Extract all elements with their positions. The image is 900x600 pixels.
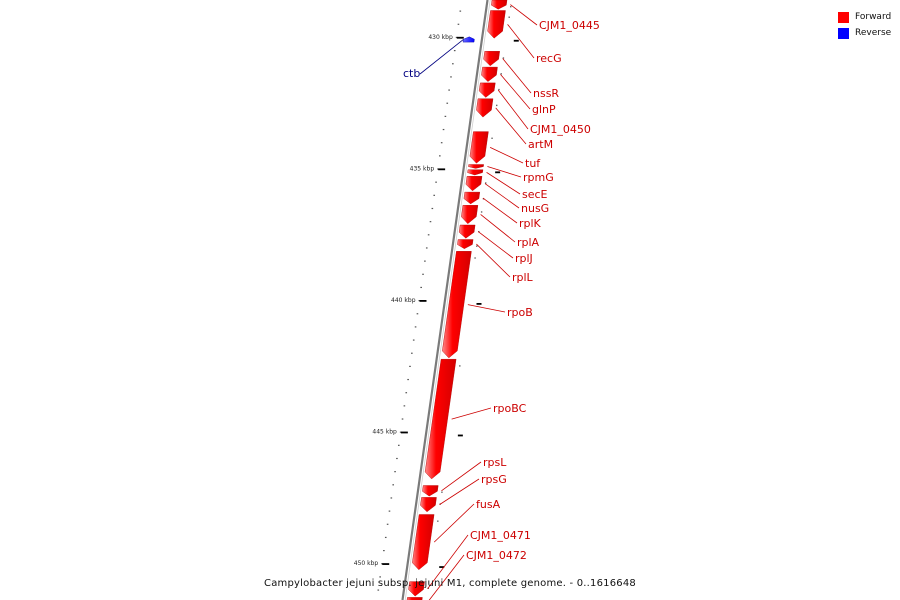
major-tick bbox=[438, 168, 445, 170]
gene-rplK[interactable] bbox=[464, 192, 480, 204]
minor-tick bbox=[385, 537, 387, 538]
gene-labels bbox=[403, 5, 600, 600]
forward-swatch bbox=[838, 12, 849, 23]
tick-label: 430 kbp bbox=[428, 33, 453, 41]
gene-label-recG[interactable]: recG bbox=[536, 52, 562, 65]
gene-label-rpoBC[interactable]: rpoBC bbox=[493, 402, 527, 415]
minor-tick bbox=[394, 471, 396, 472]
gene-recG[interactable] bbox=[488, 11, 506, 39]
gene-nusG[interactable] bbox=[466, 176, 482, 191]
major-tick bbox=[420, 300, 427, 302]
minor-tick bbox=[460, 11, 462, 12]
gene-ctb[interactable] bbox=[463, 37, 474, 42]
minor-tick bbox=[458, 24, 460, 25]
gene-label-CJM1_0472[interactable]: CJM1_0472 bbox=[466, 549, 527, 562]
gene-label-leader bbox=[500, 74, 530, 109]
genome-caption: Campylobacter jejuni subsp. jejuni M1, complete genome. - 0..1616648 bbox=[264, 578, 636, 589]
gene-label-leader bbox=[487, 172, 520, 194]
major-tick bbox=[457, 37, 464, 39]
gene-tuf[interactable] bbox=[470, 132, 489, 164]
gene-label-glnP[interactable]: glnP bbox=[532, 103, 556, 116]
minor-tick bbox=[405, 392, 407, 393]
tick-label: 445 kbp bbox=[372, 428, 397, 436]
minor-tick bbox=[387, 524, 389, 525]
gene-rpsL[interactable] bbox=[422, 486, 438, 497]
gene-label-leader bbox=[487, 166, 521, 177]
minor-tick bbox=[411, 353, 413, 354]
tick-label: 450 kbp bbox=[353, 560, 379, 568]
gene-label-leader bbox=[476, 244, 510, 277]
minor-tick bbox=[426, 247, 428, 248]
tick-mark-right bbox=[495, 171, 500, 173]
minor-tick bbox=[389, 511, 391, 512]
gene-label-leader bbox=[510, 5, 537, 25]
gene-label-nssR[interactable]: nssR bbox=[533, 87, 560, 100]
gene-rplJ[interactable] bbox=[459, 225, 475, 238]
gene-label-CJM1_0450[interactable]: CJM1_0450 bbox=[530, 123, 591, 136]
legend-forward-label: Forward bbox=[855, 12, 892, 22]
gene-dot bbox=[474, 257, 475, 258]
gene-label-rpsL[interactable]: rpsL bbox=[483, 456, 507, 469]
gene-dot bbox=[481, 211, 482, 212]
minor-tick bbox=[413, 339, 415, 340]
gene-label-leader bbox=[434, 504, 474, 542]
minor-tick bbox=[428, 234, 430, 235]
gene-label-rpoB[interactable]: rpoB bbox=[507, 306, 533, 319]
minor-tick bbox=[396, 458, 398, 459]
gene-label-leader bbox=[441, 462, 481, 491]
gene-dot bbox=[509, 17, 510, 18]
gene-label-leader bbox=[440, 479, 479, 505]
gene-rplA[interactable] bbox=[461, 205, 478, 223]
minor-tick bbox=[443, 129, 445, 130]
tick-label: 440 kbp bbox=[391, 297, 416, 304]
gene-label-leader bbox=[483, 198, 517, 223]
minor-tick bbox=[422, 274, 424, 275]
gene-label-leader bbox=[468, 305, 505, 312]
minor-tick bbox=[446, 103, 448, 104]
gene-label-CJM1_0445[interactable]: CJM1_0445 bbox=[539, 19, 600, 32]
reverse-swatch bbox=[838, 28, 849, 39]
minor-tick bbox=[392, 484, 394, 485]
gene-label-fusA[interactable]: fusA bbox=[476, 498, 501, 511]
gene-dot bbox=[476, 245, 477, 246]
gene-CJM1_0445[interactable] bbox=[491, 0, 507, 9]
gene-label-rplK[interactable]: rplK bbox=[519, 217, 541, 230]
gene-dot bbox=[510, 6, 511, 7]
gene-dot bbox=[496, 105, 497, 106]
minor-tick bbox=[424, 261, 426, 262]
gene-fusA[interactable] bbox=[412, 515, 434, 570]
minor-tick bbox=[383, 550, 385, 551]
minor-tick bbox=[435, 182, 437, 183]
minor-tick bbox=[448, 89, 450, 90]
gene-label-leader bbox=[481, 214, 515, 242]
gene-label-leader bbox=[485, 184, 519, 208]
gene-label-leader bbox=[503, 59, 531, 93]
minor-tick bbox=[398, 445, 400, 446]
gene-label-leader bbox=[420, 39, 463, 74]
tick-mark-right bbox=[458, 435, 463, 437]
gene-label-rplL[interactable]: rplL bbox=[512, 271, 533, 284]
gene-CJM1_0450[interactable] bbox=[479, 83, 495, 98]
major-tick bbox=[401, 432, 408, 434]
minor-ticks bbox=[377, 11, 461, 591]
minor-tick bbox=[433, 195, 435, 196]
legend-reverse-label: Reverse bbox=[855, 28, 892, 38]
gene-label-leader bbox=[478, 232, 513, 258]
legend-forward[interactable] bbox=[838, 9, 891, 25]
major-tick bbox=[382, 563, 389, 565]
gene-label-rpmG[interactable]: rpmG bbox=[523, 171, 554, 184]
gene-label-nusG[interactable]: nusG bbox=[521, 202, 550, 215]
legend-reverse[interactable] bbox=[838, 25, 891, 41]
minor-tick bbox=[415, 326, 417, 327]
gene-rpmG[interactable] bbox=[468, 165, 483, 169]
gene-label-tuf[interactable]: tuf bbox=[525, 157, 541, 170]
gene-label-secE[interactable]: secE bbox=[522, 188, 548, 201]
tick-mark-right bbox=[477, 303, 482, 305]
gene-label-rplJ[interactable]: rplJ bbox=[515, 252, 533, 265]
gene-dot bbox=[441, 492, 442, 493]
legend bbox=[838, 9, 891, 41]
gene-dot bbox=[437, 520, 438, 521]
gene-label-leader bbox=[490, 147, 523, 163]
tick-label: 435 kbp bbox=[409, 165, 435, 173]
minor-tick bbox=[391, 497, 393, 498]
gene-secE[interactable] bbox=[468, 170, 484, 175]
minor-tick bbox=[450, 76, 452, 77]
gene-artM[interactable] bbox=[476, 99, 493, 117]
gene-label-ctb[interactable]: ctb bbox=[403, 67, 421, 80]
tick-mark-right bbox=[514, 40, 519, 42]
minor-tick bbox=[377, 589, 379, 590]
minor-tick bbox=[409, 366, 411, 367]
gene-label-rpsG[interactable]: rpsG bbox=[481, 473, 507, 486]
gene-dot bbox=[491, 138, 492, 139]
gene-dot bbox=[459, 365, 460, 366]
minor-tick bbox=[404, 405, 406, 406]
minor-tick bbox=[454, 50, 456, 51]
gene-label-artM[interactable]: artM bbox=[528, 138, 554, 151]
gene-rpoBC[interactable] bbox=[425, 359, 456, 479]
minor-tick bbox=[417, 313, 419, 314]
minor-tick bbox=[430, 221, 432, 222]
minor-tick bbox=[452, 63, 454, 64]
gene-label-leader bbox=[452, 408, 491, 419]
gene-rplL[interactable] bbox=[457, 240, 473, 249]
gene-label-leader bbox=[496, 108, 526, 144]
gene-nssR[interactable] bbox=[484, 51, 500, 66]
minor-tick bbox=[402, 418, 404, 419]
gene-label-leader bbox=[498, 90, 528, 129]
minor-tick bbox=[445, 116, 447, 117]
minor-tick bbox=[439, 155, 441, 156]
gene-label-CJM1_0471[interactable]: CJM1_0471 bbox=[470, 529, 531, 542]
minor-tick bbox=[441, 142, 443, 143]
gene-label-leader bbox=[508, 24, 534, 58]
minor-tick bbox=[432, 208, 434, 209]
minor-tick bbox=[407, 379, 409, 380]
gene-label-rplA[interactable]: rplA bbox=[517, 236, 540, 249]
gene-rpsG[interactable] bbox=[420, 497, 436, 511]
minor-tick bbox=[420, 287, 422, 288]
gene-glnP[interactable] bbox=[481, 67, 497, 82]
